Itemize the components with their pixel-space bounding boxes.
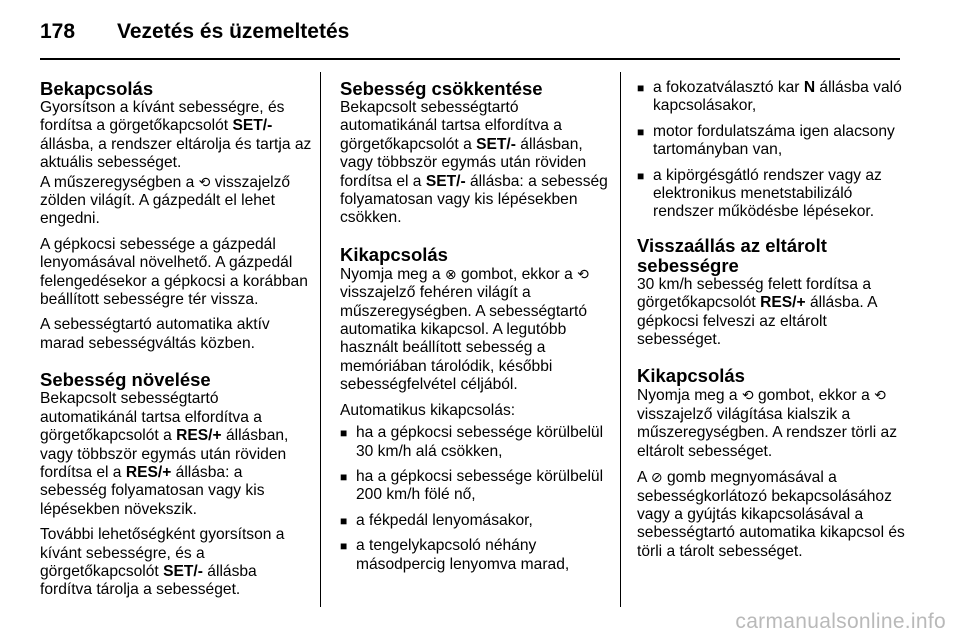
control-label: SET/- [232, 117, 273, 135]
auto-disengage-list [340, 424, 612, 574]
text: gomb megnyomásával a sebességkorlátozó bekapcsolásához vagy a gyújtás kikapcsolásával a sebességtartó automatika kikapcsol és törli a tárolt sebességet. [637, 469, 905, 560]
control-label: RES/+ [176, 427, 222, 445]
paragraph [637, 276, 905, 350]
section-kikapcsolas [340, 245, 612, 574]
cruise-control-icon: ⟲ [874, 387, 886, 404]
list-item: ■ ha a gépkocsi sebessége körülbelül 30 km/h alá csökken, [340, 424, 612, 461]
section-title: Kikapcsolás [637, 365, 745, 387]
text: visszajelző fehéren világít a műszeregységben. A sebességtartó automatika kikapcsol. A legutóbb használt beállított sebesség a memóriában tárolódik, későbbi sebességfelvétel céljából. [340, 284, 588, 394]
column-2 [340, 79, 612, 581]
text: állásban, vagy többször egymás után röviden fordítsa el a [340, 135, 587, 190]
text: gombot, ekkor a [753, 387, 875, 405]
text: Bekapcsolt sebességtartó automatikánál tartsa elfordítva a görgetőkapcsolót a [40, 390, 262, 445]
text: gombot, ekkor a [456, 265, 578, 283]
text: a fokozatválasztó kar [653, 79, 804, 96]
text: állásba, a rendszer eltárolja és tartja az aktuális sebességet. [40, 135, 312, 172]
text: visszajelző zölden világít. A gázpedált el lehet engedni. [40, 173, 291, 228]
page-header [0, 0, 960, 62]
paragraph [637, 468, 905, 561]
auto-disengage-list-continued [637, 79, 905, 222]
list-item: ■ a fékpedál lenyomásakor, [340, 512, 612, 530]
watermark: carmanualsonline.info [735, 610, 946, 633]
cruise-control-icon: ⟲ [198, 173, 211, 190]
column-divider [620, 72, 621, 607]
paragraph [40, 99, 312, 229]
section-bekapcsolas [40, 79, 312, 353]
text: állásba: a sebesség folyamatosan vagy kis lépésekben csökken. [340, 172, 608, 227]
cruise-cancel-icon: ⊗ [444, 265, 457, 282]
section-sebesseg-csokkentese [340, 79, 612, 228]
text: A műszeregységben a [40, 173, 199, 191]
text: állásba való kapcsolásakor, [653, 79, 902, 115]
section-kikapcsolas-2 [637, 366, 905, 561]
cruise-control-icon: ⟲ [577, 265, 589, 282]
section-title: Visszaállás az eltárolt sebességre [637, 234, 827, 276]
section-visszaallas [637, 236, 905, 350]
section-title: Kikapcsolás [340, 243, 448, 265]
paragraph [340, 99, 612, 228]
text: További lehetőségként gyorsítson a kívánt sebességre, és a görgetőkapcsolót [40, 526, 285, 580]
text: A [637, 469, 651, 487]
text: állásban, vagy többször egymás után röviden fordítsa el a [40, 427, 289, 481]
text: állásba. A gépkocsi felveszi az eltárolt sebességet. [637, 294, 877, 349]
control-label: RES/+ [760, 294, 806, 312]
header-rule [40, 58, 900, 60]
text: visszajelző világítása kialszik a műszeregységben. A rendszer törli az eltárolt sebességet. [637, 405, 898, 460]
cruise-control-icon: ⟲ [741, 387, 754, 404]
control-label: SET/- [163, 562, 203, 580]
list-item: ■ a kipörgésgátló rendszer vagy az elektronikus menetstabilizáló rendszer működésbe lépésekor. [637, 167, 905, 222]
control-label: SET/- [476, 135, 516, 153]
text: Nyomja meg a [340, 265, 445, 283]
paragraph [637, 386, 905, 461]
page-number: 178 [40, 20, 76, 43]
text: állásba fordítva tárolja a sebességet. [40, 562, 257, 599]
column-divider [320, 72, 321, 607]
column-3 [637, 79, 905, 561]
control-label: SET/- [425, 172, 466, 190]
text: Nyomja meg a [637, 387, 742, 405]
control-label: RES/+ [125, 463, 172, 481]
paragraph [40, 526, 312, 600]
text: Gyorsítson a kívánt sebességre, és fordítsa a görgetőkapcsolót [40, 99, 285, 135]
list-item: ■ a tengelykapcsoló néhány másodpercig lenyomva marad, [340, 537, 612, 574]
section-title: Sebesség csökkentése [340, 78, 543, 99]
paragraph [340, 265, 612, 395]
section-sebesseg-novelese [40, 370, 312, 599]
speed-limiter-icon: ⊘ [650, 469, 663, 486]
list-item: ■ motor fordulatszáma igen alacsony tartományban van, [637, 123, 905, 160]
chapter-title: Vezetés és üzemeltetés [117, 20, 350, 43]
text: 30 km/h sebesség felett fordítsa a görgetőkapcsolót [637, 275, 872, 312]
paragraph: A sebességtartó automatika aktív marad sebességváltás közben. [40, 316, 270, 352]
paragraph [40, 390, 312, 519]
column-1 [40, 79, 312, 600]
paragraph: A gépkocsi sebessége a gázpedál lenyomásával növelhető. A gázpedál felengedésekor a gépkocsi a korábban beállított sebességre tér vissza. [40, 235, 308, 309]
text: állásba: a sebesség folyamatosan vagy kis lépésekben növekszik. [40, 463, 265, 518]
text: Bekapcsolt sebességtartó automatikánál tartsa elfordítva a görgetőkapcsolót a [340, 99, 562, 153]
list-item: ■ ha a gépkocsi sebessége körülbelül 200 km/h fölé nő, [340, 468, 612, 505]
section-title: Bekapcsolás [40, 78, 154, 99]
control-label: N [803, 79, 816, 96]
paragraph: Automatikus kikapcsolás: [340, 401, 516, 419]
section-title: Sebesség növelése [40, 369, 211, 391]
list-item [637, 79, 905, 116]
